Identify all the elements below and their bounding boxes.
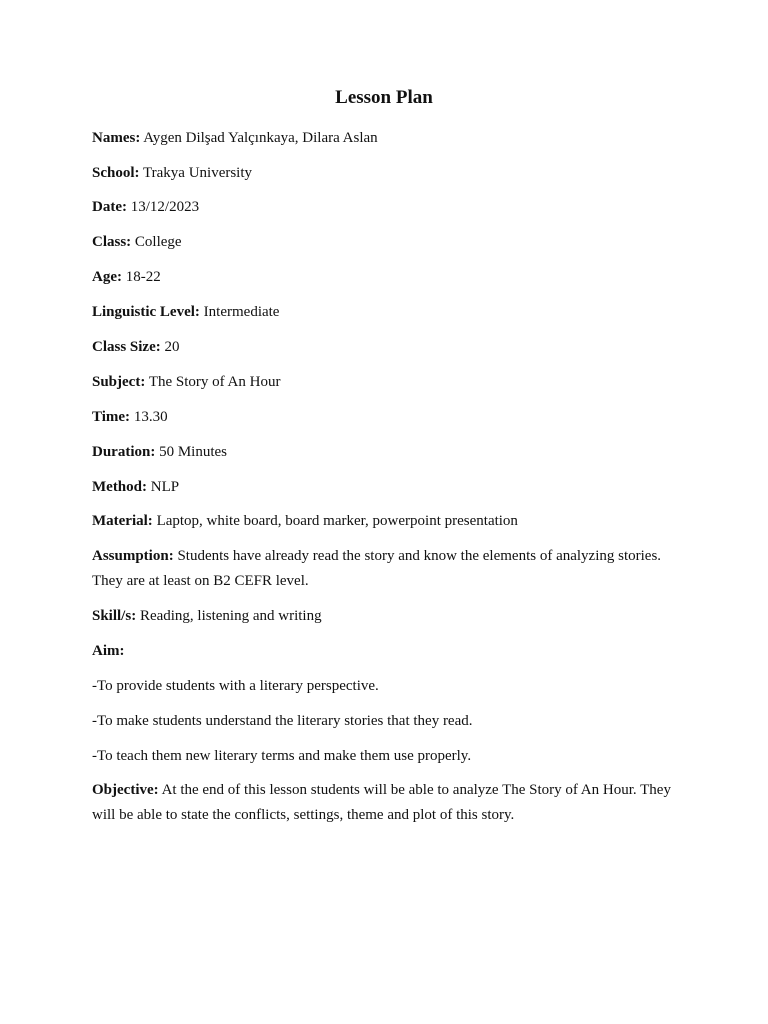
field-value: 18-22 — [125, 269, 161, 285]
field-method — [92, 475, 672, 500]
field-value: The Story of An Hour — [148, 374, 281, 390]
field-value: Trakya University — [143, 165, 253, 181]
field-value: 50 Minutes — [159, 444, 228, 460]
field-label: Subject: — [92, 374, 146, 390]
field-value: NLP — [150, 479, 180, 495]
field-value: 20 — [164, 339, 180, 355]
field-label: Assumption: — [92, 548, 174, 564]
field-subject — [92, 370, 672, 395]
field-label: Duration: — [92, 444, 156, 460]
field-label: Time: — [92, 409, 131, 425]
field-age — [92, 265, 672, 290]
aim-item: -To make students understand the literary stories that they read. — [92, 713, 473, 729]
field-class — [92, 230, 672, 255]
field-label: Material: — [92, 513, 153, 529]
field-time — [92, 405, 672, 430]
field-class-size — [92, 335, 672, 360]
field-value: 13.30 — [133, 409, 168, 425]
field-names — [92, 126, 672, 151]
field-value: Laptop, white board, board marker, powerpoint presentation — [156, 513, 518, 529]
field-label: Class Size: — [92, 339, 161, 355]
field-value: Aygen Dilşad Yalçınkaya, Dilara Aslan — [143, 130, 378, 146]
field-duration — [92, 440, 672, 465]
field-label: Names: — [92, 130, 141, 146]
field-school — [92, 161, 672, 186]
aim-item: -To teach them new literary terms and make them use properly. — [92, 748, 472, 764]
field-linguistic-level — [92, 300, 672, 325]
field-label: Method: — [92, 479, 147, 495]
field-label: Linguistic Level: — [92, 304, 200, 320]
field-value: College — [134, 234, 182, 250]
field-label: Date: — [92, 199, 127, 215]
page-title: Lesson Plan — [335, 87, 433, 108]
field-aim — [92, 639, 672, 664]
aim-item: -To provide students with a literary perspective. — [92, 678, 379, 694]
field-value: Reading, listening and writing — [139, 608, 322, 624]
field-skills — [92, 604, 672, 629]
field-material — [92, 509, 672, 534]
field-assumption — [92, 544, 672, 594]
field-label: Aim: — [92, 643, 125, 659]
field-value: Intermediate — [203, 304, 280, 320]
field-label: Class: — [92, 234, 132, 250]
field-label: School: — [92, 165, 140, 181]
field-value: Students have already read the story and know the elements of analyzing stories. They are at least on B2 CEFR level. — [92, 548, 662, 589]
field-label: Skill/s: — [92, 608, 137, 624]
field-date — [92, 195, 672, 220]
field-label: Age: — [92, 269, 122, 285]
field-label: Objective: — [92, 782, 159, 798]
field-value: 13/12/2023 — [130, 199, 200, 215]
field-objective — [92, 778, 672, 828]
field-value: At the end of this lesson students will be able to analyze The Story of An Hour. They will be able to state the conflicts, settings, theme and plot of this story. — [92, 782, 671, 823]
